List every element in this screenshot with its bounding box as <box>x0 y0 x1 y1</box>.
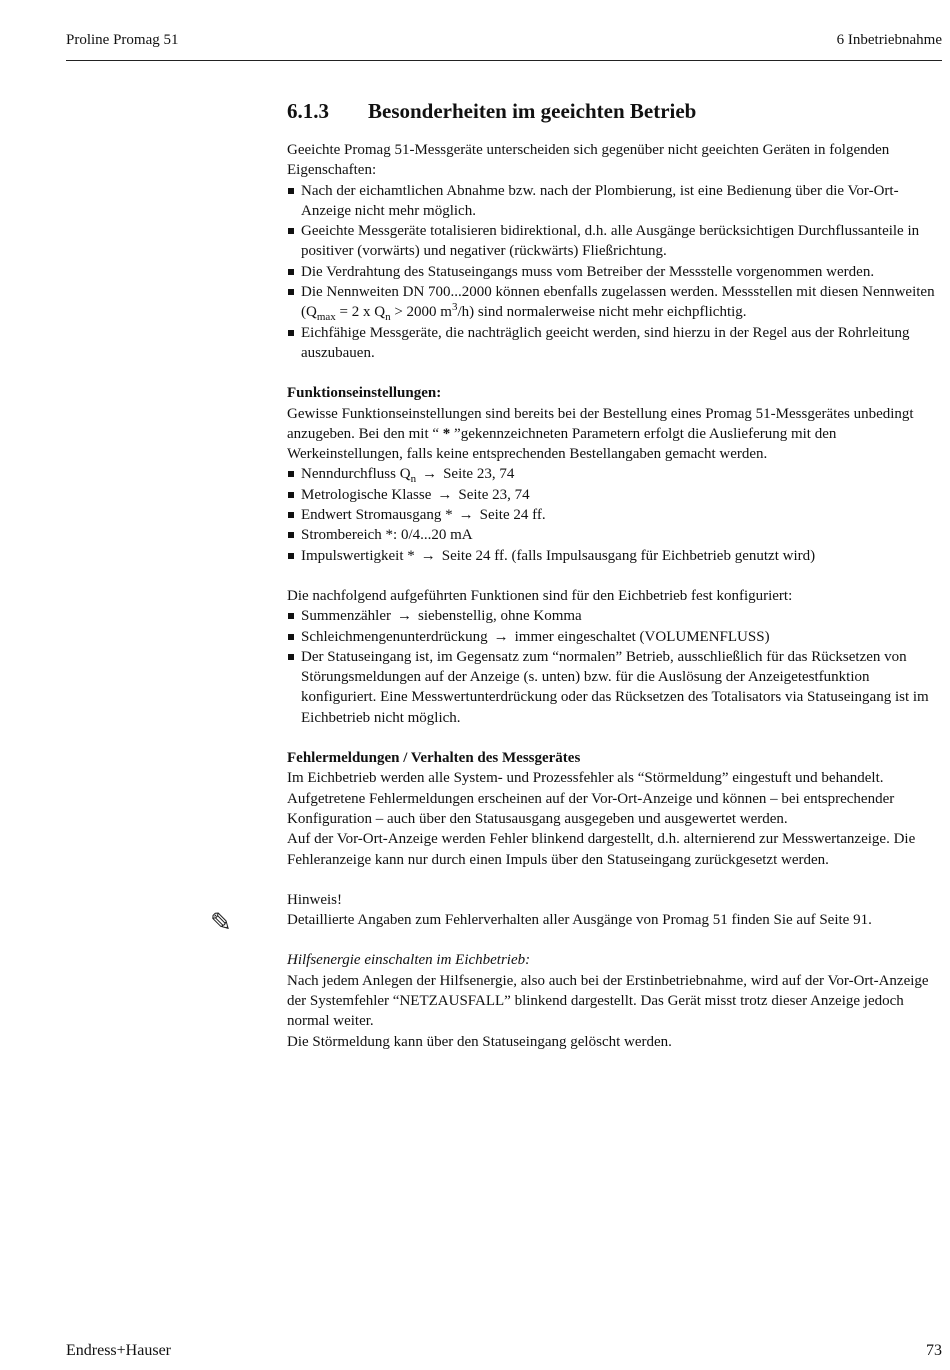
funktion-paragraph: Gewisse Funktionseinstellungen sind bereits bei der Bestellung eines Promag 51-Messgerätes unbedingt anzugeben. Bei den mit “ * ”gekennzeichneten Parametern erfolgt die Auslieferung mit den Werkeinstellungen, falls keine entsprechenden Bestellangaben gemacht werden. <box>287 405 914 463</box>
hilfs-heading: Hilfsenergie einschalten im Eichbetrieb: <box>287 952 531 969</box>
fixed-list <box>287 606 943 728</box>
fehler-paragraph-1: Im Eichbetrieb werden alle System- und Prozessfehler als “Störmeldung” eingestuft und behandelt. Aufgetretene Fehlermeldungen erscheinen auf der Vor-Ort-Anzeige und können – bei entsprechender Konfiguration – auch über den Statusausgang ausgegeben und ausgewertet werden. <box>287 770 895 827</box>
note-title: Hinweis! <box>287 891 342 908</box>
arrow-icon: → <box>420 547 436 564</box>
hilfs-paragraph-1: Nach jedem Anlegen der Hilfsenergie, also auch bei der Erstinbetriebnahme, wird auf der Vor-Ort-Anzeige der Systemfehler “NETZAUSFALL” blinkend dargestellt. Das Gerät misst trotz dieser Anzeige jedoch normal weiter. <box>287 972 929 1030</box>
header-product: Proline Promag 51 <box>66 32 179 48</box>
list-item: Der Statuseingang ist, im Gegensatz zum “normalen” Betrieb, ausschließlich für das Rücksetzen von Störungsmeldungen auf der Anzeige (s. unten) bzw. für die Auslösung der Anzeigetestfunktion konfiguriert. Eine Messwertunterdrückung oder das Rücksetzen des Totalisators via Statuseingang ist im Eichbetrieb nicht möglich. <box>287 647 943 728</box>
arrow-icon: → <box>493 628 509 645</box>
list-item: Strombereich *: 0/4...20 mA <box>287 525 943 545</box>
section-title: Besonderheiten im geeichten Betrieb <box>368 99 697 123</box>
main-content <box>287 98 943 1052</box>
funktion-heading: Funktionseinstellungen: <box>287 385 442 402</box>
fehler-paragraph-2: Auf der Vor-Ort-Anzeige werden Fehler blinkend dargestellt, d.h. alternierend zur Messwertanzeige. Die Fehleranzeige kann nur durch einen Impuls über den Statuseingang zurückgesetzt werden. <box>287 831 916 868</box>
intro-bullet-list <box>287 181 943 364</box>
page-header <box>66 32 942 54</box>
hilfs-paragraph-2: Die Störmeldung kann über den Statuseingang gelöscht werden. <box>287 1033 672 1050</box>
arrow-icon: → <box>422 466 438 483</box>
footer-brand: Endress+Hauser <box>66 1342 171 1359</box>
pencil-icon: ✎ <box>210 908 232 938</box>
list-item: Nenndurchfluss $Q_n$ → Seite 23, 74 <box>287 464 943 484</box>
fehler-heading: Fehlermeldungen / Verhalten des Messgerätes <box>287 750 581 767</box>
arrow-icon: → <box>437 486 453 503</box>
intro-paragraph: Geeichte Promag 51-Messgeräte unterscheiden sich gegenüber nicht geeichten Geräten in folgenden Eigenschaften: <box>287 142 890 179</box>
note-text: Detaillierte Angaben zum Fehlerverhalten aller Ausgänge von Promag 51 finden Sie auf Seite 91. <box>287 912 872 929</box>
list-item: Endwert Stromausgang * → Seite 24 ff. <box>287 505 943 525</box>
section-number: 6.1.3 <box>287 99 329 123</box>
arrow-icon: → <box>396 608 412 625</box>
list-item: Metrologische Klasse → Seite 23, 74 <box>287 485 943 505</box>
list-item: Nach der eichamtlichen Abnahme bzw. nach der Plombierung, ist eine Bedienung über die Vor-Ort-Anzeige nicht mehr möglich. <box>287 181 943 222</box>
section-heading <box>287 98 943 124</box>
header-chapter: 6 Inbetriebnahme <box>836 32 942 48</box>
list-item: Eichfähige Messgeräte, die nachträglich geeicht werden, sind hierzu in der Regel aus der Rohrleitung auszubauen. <box>287 323 943 364</box>
list-item: Impulswertigkeit * → Seite 24 ff. (falls Impulsausgang für Eichbetrieb genutzt wird) <box>287 546 943 566</box>
list-item: Summenzähler → siebenstellig, ohne Komma <box>287 606 943 626</box>
funktion-list <box>287 464 943 565</box>
list-item: Geeichte Messgeräte totalisieren bidirektional, d.h. alle Ausgänge berücksichtigen Durchflussanteile in positiver (vorwärts) und negativer (rückwärts) Fließrichtung. <box>287 221 943 262</box>
header-rule <box>66 60 942 61</box>
list-item: Schleichmengenunterdrückung → immer eingeschaltet (VOLUMENFLUSS) <box>287 627 943 647</box>
arrow-icon: → <box>458 507 474 524</box>
page-number: 73 <box>926 1342 942 1359</box>
fixed-intro: Die nachfolgend aufgeführten Funktionen sind für den Eichbetrieb fest konfiguriert: <box>287 587 793 604</box>
list-item: Die Nennweiten DN 700...2000 können ebenfalls zugelassen werden. Messstellen mit diesen Nennweiten ($Q_{max} = 2$ x $Q_n > 2000$ $m^3/h$) sind normalerweise nicht mehr eichpflichtig. <box>287 282 943 323</box>
list-item: Die Verdrahtung des Statuseingangs muss vom Betreiber der Messstelle vorgenommen werden. <box>287 262 943 282</box>
